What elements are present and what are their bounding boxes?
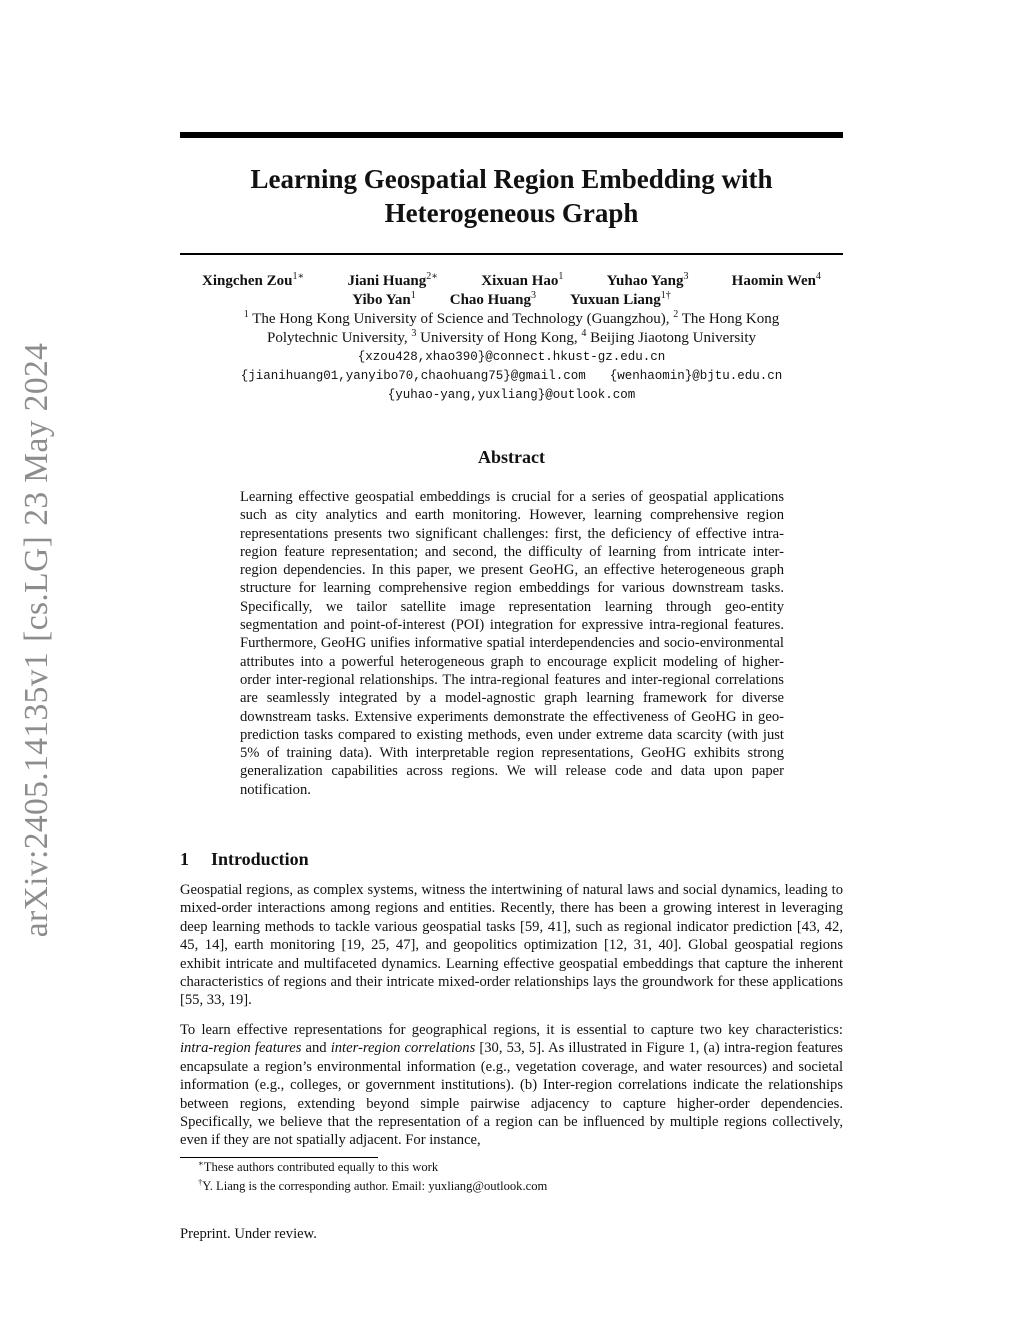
footnote: †Y. Liang is the corresponding author. Email: yuxliang@outlook.com (198, 1177, 548, 1193)
title-bottom-rule (180, 253, 843, 255)
author: Xingchen Zou$^{1∗}$ (202, 271, 305, 289)
author: Yibo Yan$^1$ (352, 290, 416, 308)
title-line-2: Heterogeneous Graph (384, 198, 639, 228)
affiliation-line-1: $^1$ The Hong Kong University of Science and Technology (Guangzhou), $^2$ The Hong Kong (243, 309, 780, 327)
preprint-notice: Preprint. Under review. (180, 1226, 317, 1242)
author-list (180, 272, 843, 310)
footnote-rule (180, 1157, 378, 1158)
arxiv-id: arXiv:2405.14135v1 (18, 651, 55, 938)
affiliation-line-2: Polytechnic University, $^3$ University of Hong Kong, $^4$ Beijing Jiaotong University (267, 328, 756, 346)
emphasis-term: inter-region correlations (330, 1040, 476, 1057)
arxiv-date: 23 May 2024 (18, 342, 55, 526)
paper-title (180, 162, 843, 230)
arxiv-category: [cs.LG] (18, 535, 55, 642)
title-top-rule (180, 132, 843, 138)
email-line: {xzou428,xhao390}@connect.hkust-gz.edu.cn (357, 350, 666, 364)
author: Jiani Huang$^{2∗}$ (347, 271, 439, 289)
footnote: ∗These authors contributed equally to this work (198, 1158, 439, 1174)
section-number: 1 (180, 849, 189, 869)
intro-paragraph-2: To learn effective representations for geographical regions, it is essential to capture two key characteristics: intra-region features and inter-region correlations [30, 53, 5]. As illustrated in Figure 1, (a) intra-region features encapsulate a region’s environmental information (e.g., vegetation coverage, and water resources) and societal information (e.g., colleges, or government institutions). (b) Inter-region correlations indicate the relationships between regions, extending beyond simple pairwise adjacency to capture higher-order dependencies. Specifically, we believe that the representation of a region can be influenced by multiple regions collectively, even if they are not spatially adjacent. For instance, (180, 1022, 843, 1149)
author: Yuhao Yang$^3$ (606, 271, 689, 289)
abstract-heading: Abstract (478, 447, 545, 467)
section-heading (180, 849, 309, 870)
arxiv-sidebar-stamp (18, 338, 56, 943)
section-title: Introduction (211, 849, 309, 869)
author: Haomin Wen$^4$ (731, 271, 821, 289)
abstract-text: Learning effective geospatial embeddings is crucial for a series of geospatial applications such as city analytics and earth monitoring. However, learning comprehensive region representations presents two significant challenges: first, the deficiency of effective intra-region feature representation; and second, the difficulty of learning from intricate inter-region dependencies. In this paper, we present GeoHG, an effective heterogeneous graph structure for learning comprehensive region embeddings for various downstream tasks. Specifically, we tailor satellite image representation learning through geo-entity segmentation and point-of-interest (POI) integration for expressive intra-regional features. Furthermore, GeoHG unifies informative spatial interdependencies and socio-environmental attributes into a powerful heterogeneous graph to encourage explicit modeling of higher-order inter-regional relationships. The intra-regional features and inter-regional correlations are seamlessly integrated by a model-agnostic graph learning framework for diverse downstream tasks. Extensive experiments demonstrate the effectiveness of GeoHG in geo-prediction tasks compared to existing methods, even under extreme data scarcity (with just 5% of training data). With interpretable region representations, GeoHG exhibits strong generalization capabilities across regions. We will release code and data upon paper notification. (240, 489, 784, 798)
intro-paragraph-1: Geospatial regions, as complex systems, witness the intertwining of natural laws and social dynamics, leading to mixed-order interactions among regions and entities. Recently, there has been a growing interest in leveraging deep learning methods to tackle various geospatial tasks [59, 41], such as regional indicator prediction [43, 42, 45, 14], earth monitoring [19, 25, 47], and geopolitics optimization [12, 31, 40]. Global geospatial regions exhibit intricate and multifaceted dynamics. Learning effective geospatial embeddings that capture the inherent characteristics of regions and their intricate mixed-order relationships lays the groundwork for these applications [55, 33, 19]. (180, 882, 843, 1009)
title-line-1: Learning Geospatial Region Embedding with (250, 164, 773, 194)
author: Chao Huang$^3$ (449, 290, 537, 308)
author: Yuxuan Liang$^{1\dagger}$ (570, 290, 671, 308)
emphasis-term: intra-region features (180, 1040, 302, 1057)
affiliations (180, 310, 843, 405)
email-line: {jianihuang01,yanyibo70,chaohuang75}@gmail.com {wenhaomin}@bjtu.edu.cn (240, 369, 783, 383)
email-line: {yuhao-yang,yuxliang}@outlook.com (387, 388, 636, 402)
author: Xixuan Hao$^1$ (481, 271, 564, 289)
